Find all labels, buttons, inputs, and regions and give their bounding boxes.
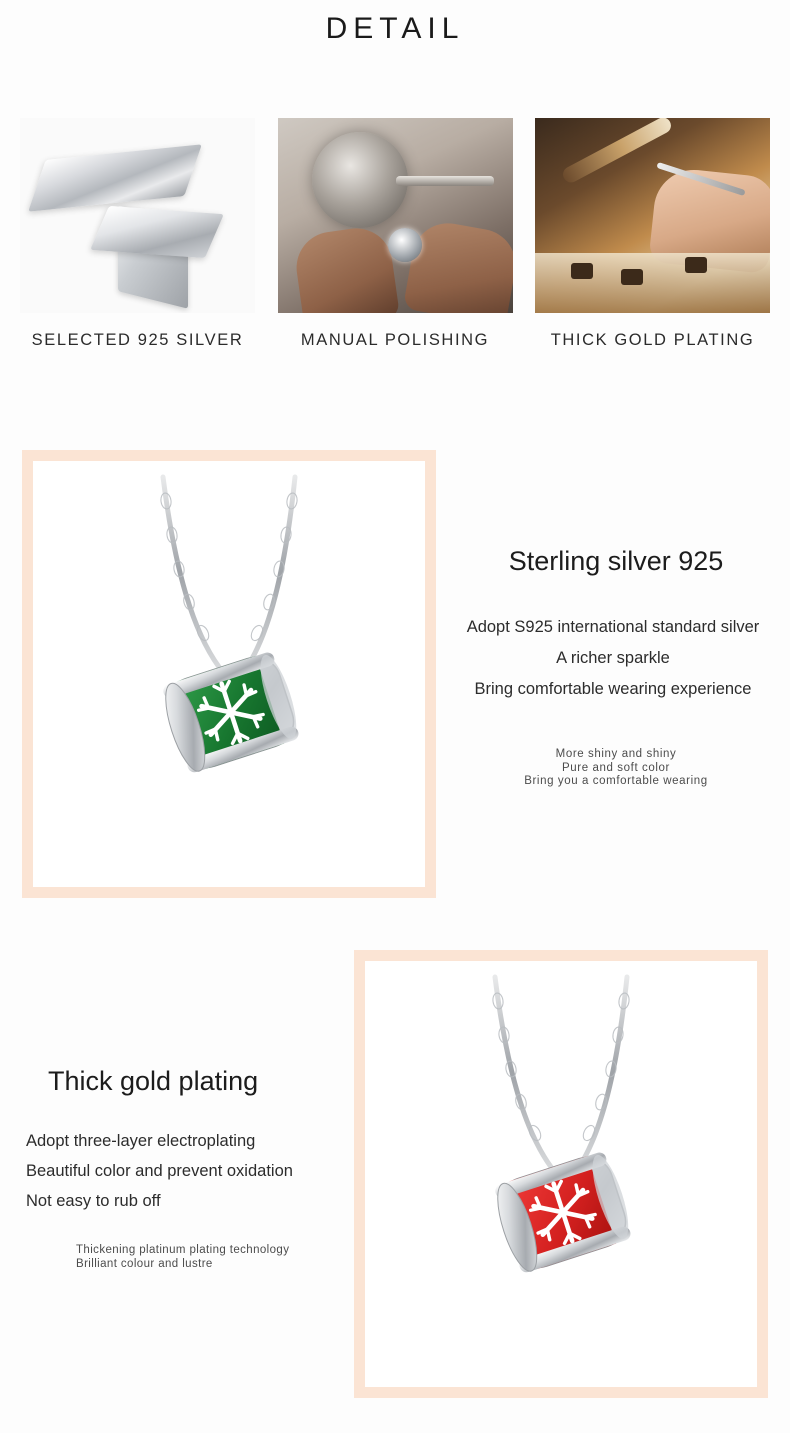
section-silver-line: A richer sparkle	[556, 649, 670, 667]
hand-shape	[291, 224, 399, 313]
bench-detail	[685, 257, 707, 273]
craft-caption: SELECTED 925 SILVER	[31, 331, 244, 349]
green-enamel-snowflake-charm-necklace	[33, 461, 425, 887]
section-silver-lines	[440, 612, 786, 705]
product-photo-frame-plating	[354, 950, 768, 1398]
craft-item-polishing	[278, 118, 513, 350]
section-silver-title: Sterling silver 925	[508, 546, 724, 576]
craft-caption: MANUAL POLISHING	[300, 331, 490, 349]
craft-highlights-row	[0, 118, 790, 350]
section-plating-subline: Thickening platinum plating technology	[76, 1244, 290, 1256]
polishing-wheel-image	[278, 118, 513, 313]
craft-item-silver	[20, 118, 255, 350]
section-plating-lines	[26, 1126, 346, 1216]
product-photo-frame-silver	[22, 450, 436, 898]
red-enamel-snowflake-charm-necklace	[365, 961, 757, 1387]
page-title: DETAIL	[325, 12, 465, 45]
section-silver-subtext	[456, 748, 776, 789]
workbench-shape	[535, 253, 770, 313]
silver-ingot-image	[20, 118, 255, 313]
section-silver-subline: Pure and soft color	[562, 761, 670, 774]
section-plating-line: Adopt three-layer electroplating	[26, 1132, 256, 1150]
jewelry-ring-shape	[388, 228, 422, 262]
section-silver-line: Bring comfortable wearing experience	[474, 680, 752, 698]
hand-shape	[402, 218, 512, 313]
section-silver-subline: Bring you a comfortable wearing	[524, 775, 708, 787]
section-silver-subline: More shiny and shiny	[555, 748, 677, 760]
bench-detail	[571, 263, 593, 279]
plating-illustration	[535, 118, 770, 313]
ingot-shape	[90, 206, 224, 258]
section-plating-line: Not easy to rub off	[26, 1192, 161, 1210]
gold-plating-image	[535, 118, 770, 313]
silver-ingot-illustration	[20, 118, 255, 313]
tool-shape	[560, 118, 673, 185]
craft-item-plating	[535, 118, 770, 350]
polishing-illustration	[278, 118, 513, 313]
section-plating-line: Beautiful color and prevent oxidation	[26, 1162, 293, 1180]
section-silver-line: Adopt S925 international standard silver	[466, 618, 760, 636]
craft-caption: THICK GOLD PLATING	[550, 331, 755, 349]
polishing-wheel-icon	[312, 132, 408, 228]
spindle-shape	[396, 176, 494, 186]
section-plating-subtext	[76, 1243, 376, 1271]
section-plating-subline: Brilliant colour and lustre	[76, 1258, 213, 1270]
ingot-shape	[28, 144, 202, 211]
bench-detail	[621, 269, 643, 285]
section-plating-title: Thick gold plating	[48, 1066, 259, 1096]
